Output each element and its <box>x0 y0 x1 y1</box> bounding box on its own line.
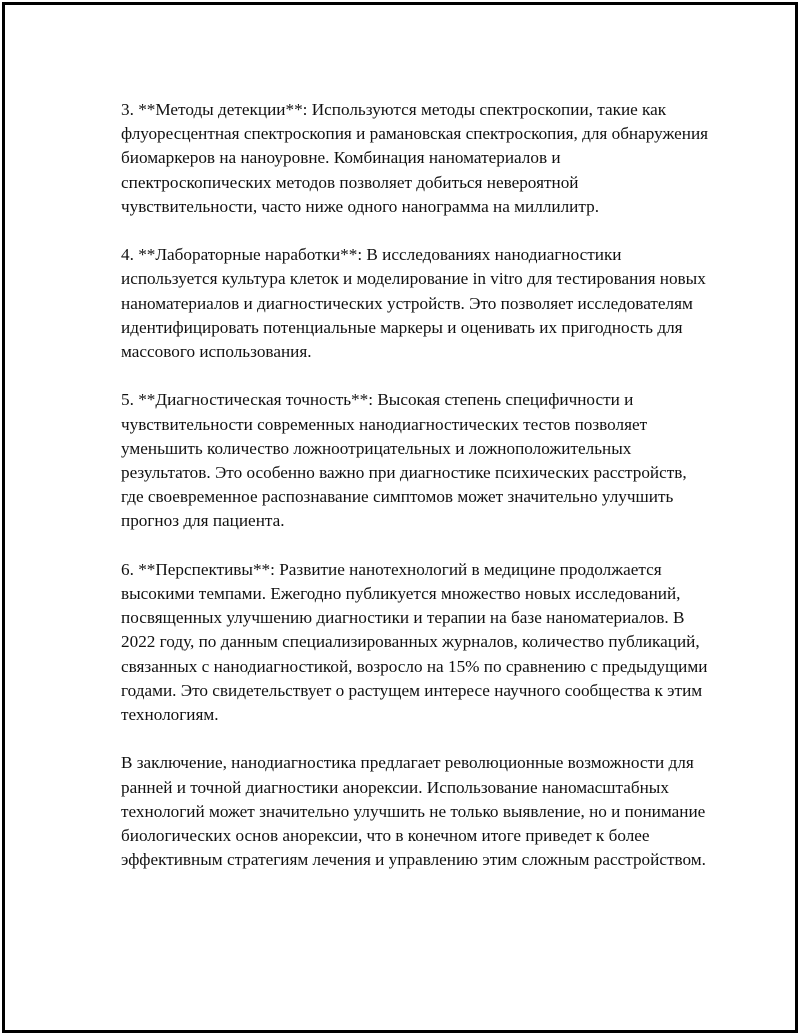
paragraph-conclusion: В заключение, нанодиагностика предлагает революционные возможности для ранней и точной диагностики анорексии. Использование наномасштабных технологий может значительно улучшить не только выявление, но и понимание биологических основ анорексии, что в конечном итоге приведет к более эффективным стратегиям лечения и управлению этим сложным расстройством. <box>121 753 706 870</box>
page-frame <box>2 2 798 1033</box>
document-body <box>121 98 711 872</box>
paragraph-diagnostic-accuracy: 5. **Диагностическая точность**: Высокая степень специфичности и чувствительности современных нанодиагностических тестов позволяет уменьшить количество ложноотрицательных и ложноположительных результатов. Это особенно важно при диагностике психических расстройств, где своевременное распознавание симптомов может значительно улучшить прогноз для пациента. <box>121 390 687 531</box>
paragraph-detection-methods: 3. **Методы детекции**: Используются методы спектроскопии, такие как флуоресцентная спектроскопия и рамановская спектроскопия, для обнаружения биомаркеров на наноуровне. Комбинация наноматериалов и спектроскопических методов позволяет добиться невероятной чувствительности, часто ниже одного нанограмма на миллилитр. <box>121 100 709 216</box>
paragraph-perspectives: 6. **Перспективы**: Развитие нанотехнологий в медицине продолжается высокими темпами. Ежегодно публикуется множество новых исследований, посвященных улучшению диагностики и терапии на базе наноматериалов. В 2022 году, по данным специализированных журналов, количество публикаций, связанных с нанодиагностикой, возросло на 15% по сравнению с предыдущими годами. Это свидетельствует о растущем интересе научного сообщества к этим технологиям. <box>121 559 708 725</box>
paragraph-lab-developments: 4. **Лабораторные наработки**: В исследованиях нанодиагностики используется культура клеток и моделирование in vitro для тестирования новых наноматериалов и диагностических устройств. Это позволяет исследователям идентифицировать потенциальные маркеры и оценивать их пригодность для массового использования. <box>121 245 706 362</box>
